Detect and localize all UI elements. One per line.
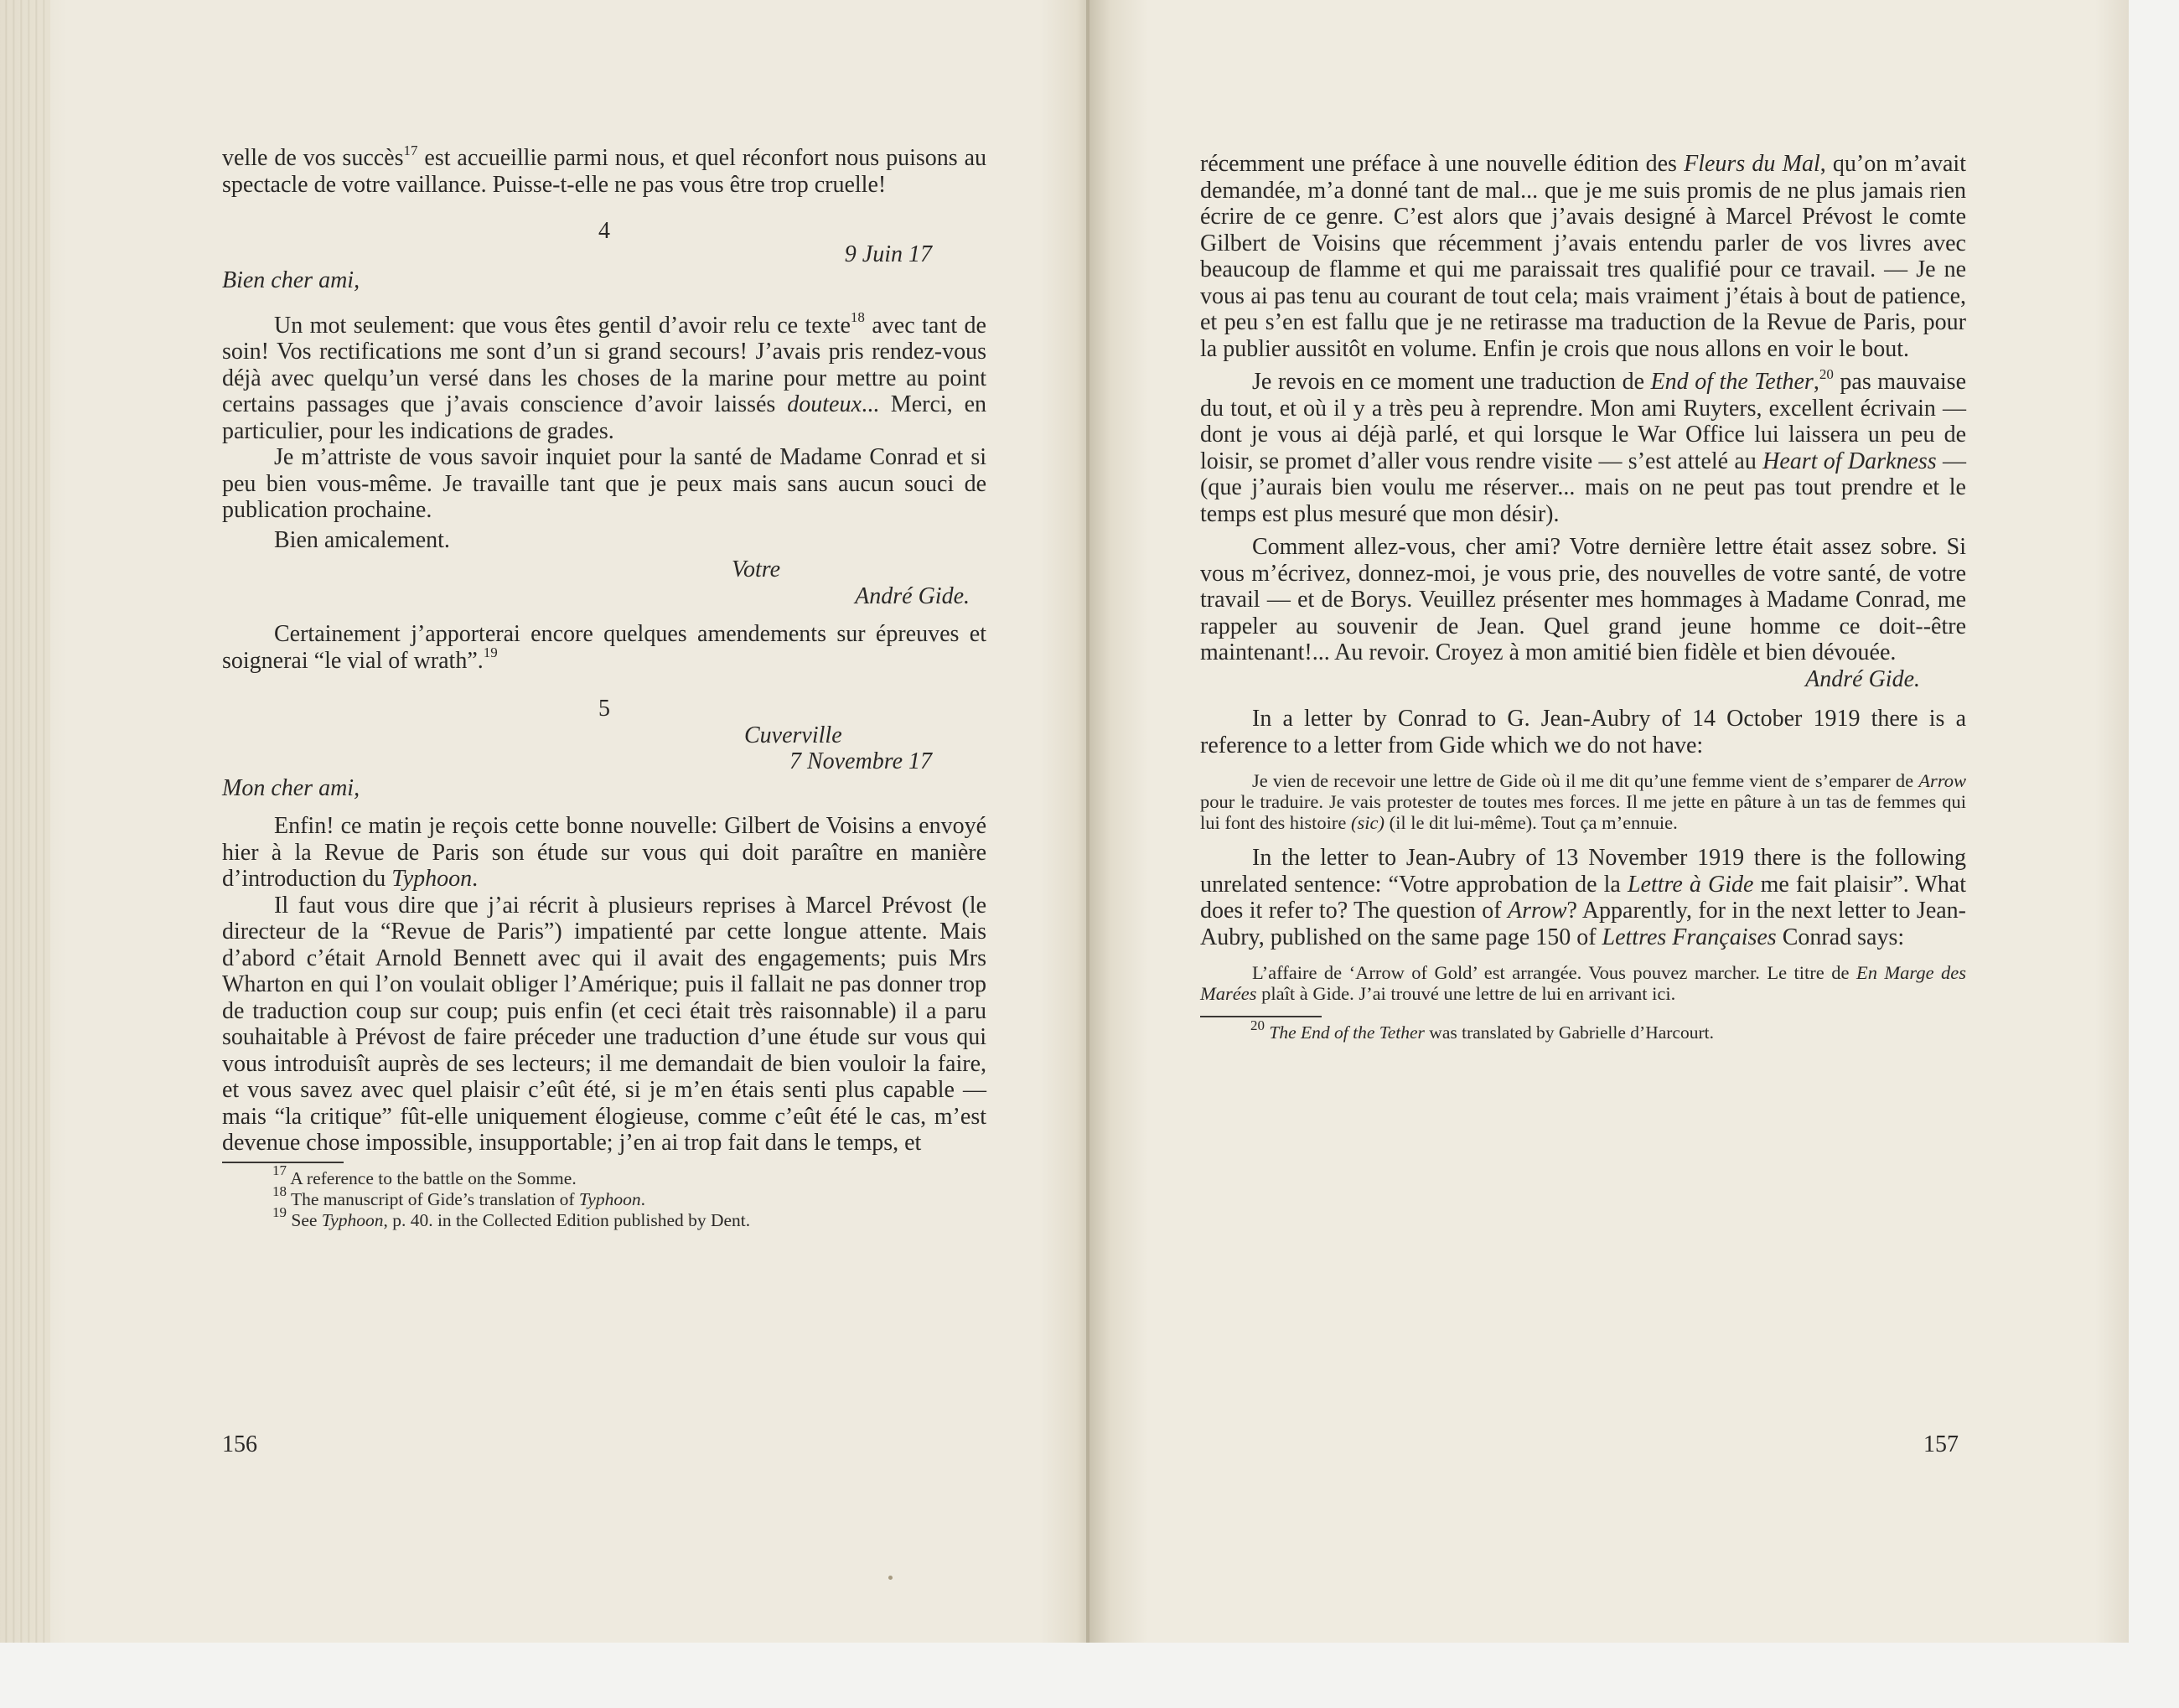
paragraph: Un mot seulement: que vous êtes gentil d’avoir relu ce texte$^{18}$ avec tant de soin! Vos rectifications me sont d’un si grand secours! J’avais pris rendez-vous déjà avec quelqu’un versé dans les choses de la marine pour mettre au point certains passages que j’avais conscience d’avoir laissés douteux... Merci, en particulier, pour les indications de grades. (222, 309, 986, 444)
right-page (1090, 0, 2129, 1643)
footnote: $^{20}$ The End of the Tether was translated by Gabrielle d’Harcourt. (1250, 1017, 1714, 1043)
closing-votre: Votre (732, 556, 781, 582)
paragraph: velle de vos succès$^{17}$ est accueillie parmi nous, et quel réconfort nous puisons au spectacle de votre vaillance. Puisse-t-elle ne pas vous être trop cruelle! (222, 142, 986, 198)
left-page (0, 0, 1090, 1643)
signature: André Gide. (1805, 665, 1920, 692)
salutation: Bien cher ami, (222, 267, 360, 293)
letter-number: 4 (598, 218, 610, 244)
letter-date: 7 Novembre 17 (789, 748, 932, 774)
page-edges (0, 0, 50, 1643)
footnote: $^{19}$ See Typhoon, p. 40. in the Collected Edition published by Dent. (272, 1204, 751, 1230)
footnote-ref: 17 (403, 142, 418, 158)
paragraph: Comment allez-vous, cher ami? Votre dernière lettre était assez sobre. Si vous m’écrivez, donnez-moi, je vous prie, des nouvelles de votre santé, de votre travail — et de Borys. Veuillez présenter mes hommages à Madame Conrad, me rappeler au souvenir de Jean. Quel grand jeune homme ce doit--être maintenant!... Au revoir. Croyez à mon amitié bien fidèle et bien dévouée. (1200, 534, 1966, 665)
salutation: Mon cher ami, (222, 774, 360, 801)
left-page-text (222, 142, 986, 1231)
letter-date: 9 Juin 17 (844, 241, 932, 267)
letter-number: 5 (598, 696, 610, 722)
block-quote: L’affaire de ‘Arrow of Gold’ est arrangée. Vous pouvez marcher. Le titre de En Marge des Marées plaît à Gide. J’ai trouvé une lettre de lui en arrivant ici. (1200, 962, 1967, 1004)
paragraph: récemment une préface à une nouvelle édition des Fleurs du Mal, qu’on m’avait demandée, m’a donné tant de mal... que je me suis promis de ne plus jamais rien écrire de ce genre. C’est alors que j’avais designé à Marcel Prévost le comte Gilbert de Voisins que récemment j’avais entendu parler de vos livres avec beaucoup de flamme et qui me paraissait tres qualifié pour ce travail. — Je ne vous ai pas tenu au courant de tout cela; mais vraiment j’étais à bout de patience, et peu s’en est fallu que je ne retirasse ma traduction de la Revue de Paris, pour la publier aussitôt en volume. Enfin je crois que nous allons en voir le bout. (1200, 151, 1966, 362)
postscript: Certainement j’apporterai encore quelques amendements sur épreuves et soignerai “le vial of wrath”.$^{19}$ (222, 621, 986, 674)
closing: Bien amicalement. (274, 526, 450, 553)
page-number: 157 (1923, 1431, 1959, 1457)
paragraph: Je m’attriste de vous savoir inquiet pour la santé de Madame Conrad et si peu bien vous-même. Je travaille tant que je peux mais sans aucun souci de publication prochaine. (222, 444, 986, 523)
footnote-ref: 20 (1819, 365, 1834, 382)
footnote: $^{18}$ The manuscript of Gide’s translation of Typhoon. (272, 1183, 645, 1209)
paper-speck (888, 1576, 893, 1580)
footnote-ref: 19 (483, 644, 498, 661)
footnote: $^{17}$ A reference to the battle on the Somme. (272, 1162, 577, 1188)
block-quote: Je vien de recevoir une lettre de Gide où il me dit qu’une femme vient de s’emparer de Arrow pour le traduire. Je vais protester de toutes mes forces. Il me jette en pâture à un tas de femmes qui lui font des histoire (sic) (il le dit lui-même). Tout ça m’ennuie. (1200, 770, 1966, 833)
letter-place: Cuverville (744, 722, 842, 748)
paragraph: Il faut vous dire que j’ai récrit à plusieurs reprises à Marcel Prévost (le directeur de la “Revue de Paris”) impatienté par cette longue attente. Mais d’abord c’était Arnold Bennett avec qui il avait des engagements; puis Mrs Wharton en qui l’on voulait obliger l’Amérique; puis il fallait ne pas donner trop de traduction coup sur coup; puis enfin (et ceci était très raisonnable) il a paru souhaitable à Prévost de faire préceder une traduction d’une étude sur vous qui vous introduisît auprès de ses lecteurs; il me demandait de bien vouloir la faire, et vous savez avec quel plaisir c’eût été, si je m’en étais senti plus capable — mais “la critique” fût-elle uniquement élogieuse, comme c’eût été le cas, m’est devenue chose impossible, insupportable; j’en ai trop fait dans le temps, et (222, 892, 986, 1156)
footnote-ref: 18 (850, 309, 865, 326)
signature: André Gide. (855, 582, 970, 609)
paragraph: In a letter by Conrad to G. Jean-Aubry of 14 October 1919 there is a reference to a letter from Gide which we do not have: (1200, 706, 1966, 758)
paragraph: Je revois en ce moment une traduction de End of the Tether,$^{20}$ pas mauvaise du tout, et où il y a très peu à reprendre. Mon ami Ruyters, excellent écrivain — dont je vous ai déjà parlé, et qui lorsque le War Office lui laissera un peu de loisir, se promet d’aller vous rendre visite — s’est attelé au Heart of Darkness — (que j’aurais bien voulu me réserver... mais on ne peut pas tout prendre et le temps est plus mesuré que mon désir). (1200, 365, 1967, 527)
paragraph: In the letter to Jean-Aubry of 13 November 1919 there is the following unrelated sentence: “Votre approbation de la Lettre à Gide me fait plaisir”. What does it refer to? The question of Arrow? Apparently, for in the next letter to Jean-Aubry, published on the same page 150 of Lettres Françaises Conrad says: (1200, 845, 1967, 950)
right-page-text (1200, 151, 1966, 1043)
paragraph: Enfin! ce matin je reçois cette bonne nouvelle: Gilbert de Voisins a envoyé hier à la Revue de Paris son étude sur vous qui doit paraître en manière d’introduction du Typhoon. (222, 813, 986, 892)
page-number: 156 (222, 1431, 257, 1457)
